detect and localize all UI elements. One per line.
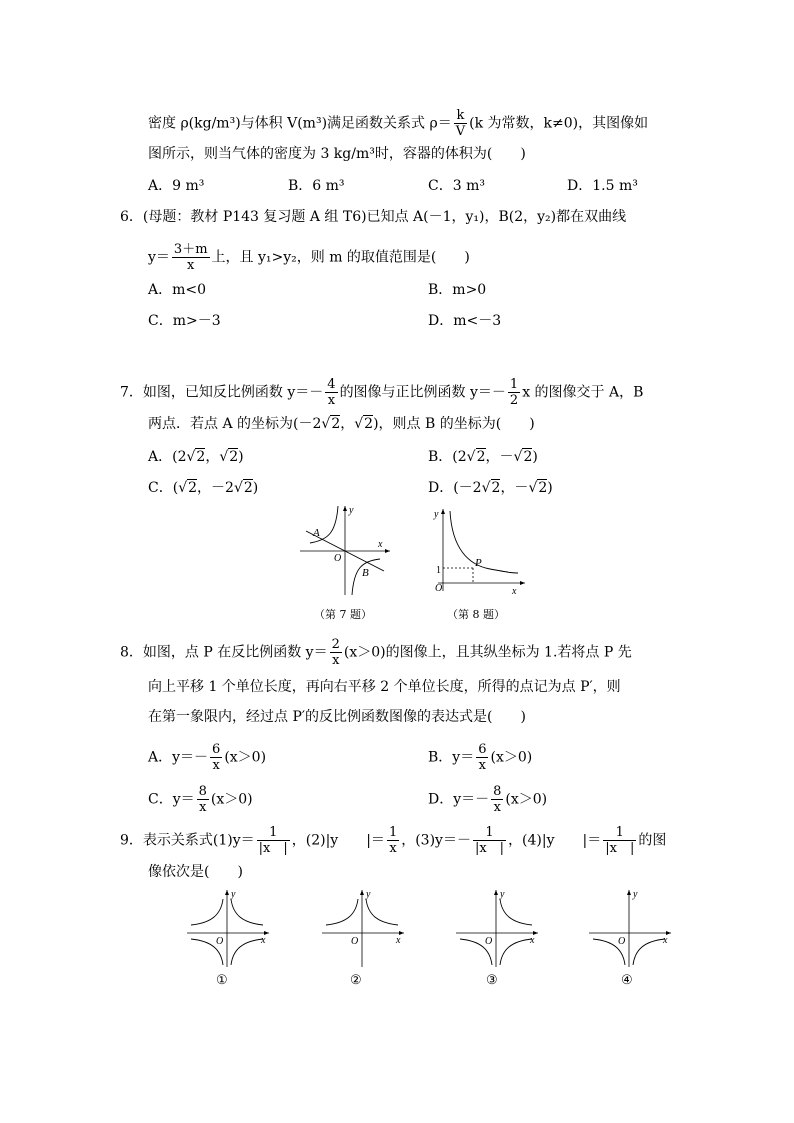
- origin-label: O: [485, 936, 493, 947]
- x-label: x: [530, 935, 535, 946]
- q5-fraction: $\frac{k}{V}$: [455, 108, 466, 139]
- q9-fraction-4: $\frac{1}{|x |}$: [605, 825, 635, 856]
- q9-graph-2: [318, 887, 406, 969]
- y-label: y: [633, 889, 638, 900]
- point-p-label: P: [475, 557, 482, 569]
- origin-label: O: [334, 553, 342, 564]
- q7-option-c[interactable]: C．(√2，－2√2): [148, 480, 259, 496]
- q7-option-d[interactable]: D．(－2√2，－√2): [428, 480, 553, 496]
- q8-line1: 8．如图，点 P 在反比例函数 y＝ $\frac{2}{x}$ (x＞0)的图像上，且其纵坐标为 1.若将点 P 先: [120, 637, 632, 668]
- q6-line2: y＝ $\frac{3+m}{x}$ 上，且 y₁>y₂，则 m 的取值范围是( ): [148, 242, 470, 273]
- point-b-label: B: [362, 567, 369, 579]
- q5-option-d[interactable]: D．1.5 m³: [567, 178, 638, 194]
- origin-label: O: [216, 936, 224, 947]
- q9-graph-1: [183, 887, 271, 969]
- q8-option-b[interactable]: B．y＝ $\frac{6}{x}$ (x＞0): [428, 742, 533, 773]
- q5-line1: 密度 ρ(kg/m³)与体积 V(m³)满足函数关系式 ρ＝ $\frac{k}{V}$ (k 为常数，k≠0)，其图像如: [148, 108, 649, 139]
- q9-graph-1-label: ①: [216, 973, 228, 988]
- q8-option-d[interactable]: D．y＝－ $\frac{8}{x}$ (x＞0): [428, 784, 548, 815]
- q6-line1: 6．(母题：教材 P143 复习题 A 组 T6)已知点 A(－1，y₁)，B(2，y₂)都在双曲线: [120, 209, 627, 225]
- q9-line2: 像依次是( ): [148, 864, 243, 880]
- sqrt-symbol: √: [354, 416, 364, 432]
- y-label: y: [366, 889, 371, 900]
- q5-option-a[interactable]: A．9 m³: [148, 178, 205, 194]
- q8-line2: 向上平移 1 个单位长度，再向右平移 2 个单位长度，所得的点记为点 P′，则: [148, 679, 621, 695]
- figure-7-caption: （第 7 题）: [314, 608, 372, 621]
- origin-label: O: [435, 583, 443, 594]
- point-a-label: A: [313, 527, 320, 539]
- x-label: x: [396, 935, 401, 946]
- q6-option-b[interactable]: B．m>0: [428, 282, 487, 298]
- q6-option-d[interactable]: D．m<－3: [428, 313, 502, 329]
- q6-option-c[interactable]: C．m>－3: [148, 313, 221, 329]
- q9-graph-4: [585, 887, 673, 969]
- q9-line1: 9．表示关系式(1)y＝ $\frac{1}{|x |}$ ，(2)|y |＝ $\frac{1}{x}$ ，(3)y＝－ $\frac{1}{|x |}$ ，(4)|y |＝ $\frac{1}{|x |}$ 的图: [120, 825, 667, 856]
- q9-graph-3-label: ③: [486, 973, 498, 988]
- q8-option-fraction: $\frac{6}{x}$: [478, 742, 487, 773]
- x-label: x: [261, 935, 266, 946]
- y-label: y: [434, 509, 439, 520]
- q7-line2: 两点．若点 A 的坐标为(－2√2，√2)，则点 B 的坐标为( ): [148, 416, 535, 432]
- q5-option-b[interactable]: B．6 m³: [288, 178, 345, 194]
- x-label: x: [378, 539, 383, 550]
- y-label: y: [231, 889, 236, 900]
- q6-fraction: $\frac{3+m}{x}$: [173, 242, 208, 273]
- hyperbola-curve: [450, 511, 518, 573]
- q8-option-c[interactable]: C．y＝ $\frac{8}{x}$ (x＞0): [148, 784, 253, 815]
- y-label: y: [349, 505, 354, 516]
- q7-option-b[interactable]: B．(2√2，－√2): [428, 449, 538, 465]
- q5-option-c[interactable]: C．3 m³: [428, 178, 485, 194]
- q7-line1: 7．如图，已知反比例函数 y＝－ $\frac{4}{x}$ 的图像与正比例函数 y＝－ $\frac{1}{2}$ x 的图像交于 A，B: [120, 377, 644, 408]
- q7-option-a[interactable]: A．(2√2，√2): [148, 449, 244, 465]
- q8-option-fraction: $\frac{6}{x}$: [212, 742, 221, 773]
- q9-fraction-3: $\frac{1}{|x |}$: [474, 825, 505, 856]
- q9-fraction-2: $\frac{1}{x}$: [388, 825, 398, 856]
- x-label: x: [512, 586, 517, 595]
- sqrt-symbol: √: [321, 416, 331, 432]
- q8-fraction: $\frac{2}{x}$: [331, 637, 340, 668]
- origin-label: O: [618, 936, 626, 947]
- q7-fraction-1: $\frac{4}{x}$: [327, 377, 336, 408]
- tick-one-label: 1: [436, 565, 441, 576]
- q7-fraction-2: $\frac{1}{2}$: [509, 377, 519, 408]
- q8-option-fraction: $\frac{8}{x}$: [198, 784, 207, 815]
- q8-line3: 在第一象限内，经过点 P′的反比例函数图像的表达式是( ): [148, 709, 526, 725]
- figure-8-caption: （第 8 题）: [447, 608, 505, 621]
- q9-graph-3: [452, 887, 540, 969]
- x-label: x: [663, 935, 668, 946]
- q9-graph-4-label: ④: [621, 973, 633, 988]
- q9-fraction-1: $\frac{1}{|x |}$: [258, 825, 288, 856]
- q9-graph-2-label: ②: [350, 973, 362, 988]
- figure-8: [428, 503, 528, 595]
- q8-option-fraction: $\frac{8}{x}$: [493, 784, 502, 815]
- origin-label: O: [351, 936, 359, 947]
- q5-line2: 图所示，则当气体的密度为 3 kg/m³时，容器的体积为( ): [148, 146, 526, 162]
- q6-option-a[interactable]: A．m<0: [148, 282, 207, 298]
- figure-7: [298, 503, 393, 598]
- y-label: y: [500, 889, 505, 900]
- q8-option-a[interactable]: A．y＝－ $\frac{6}{x}$ (x＞0): [148, 742, 267, 773]
